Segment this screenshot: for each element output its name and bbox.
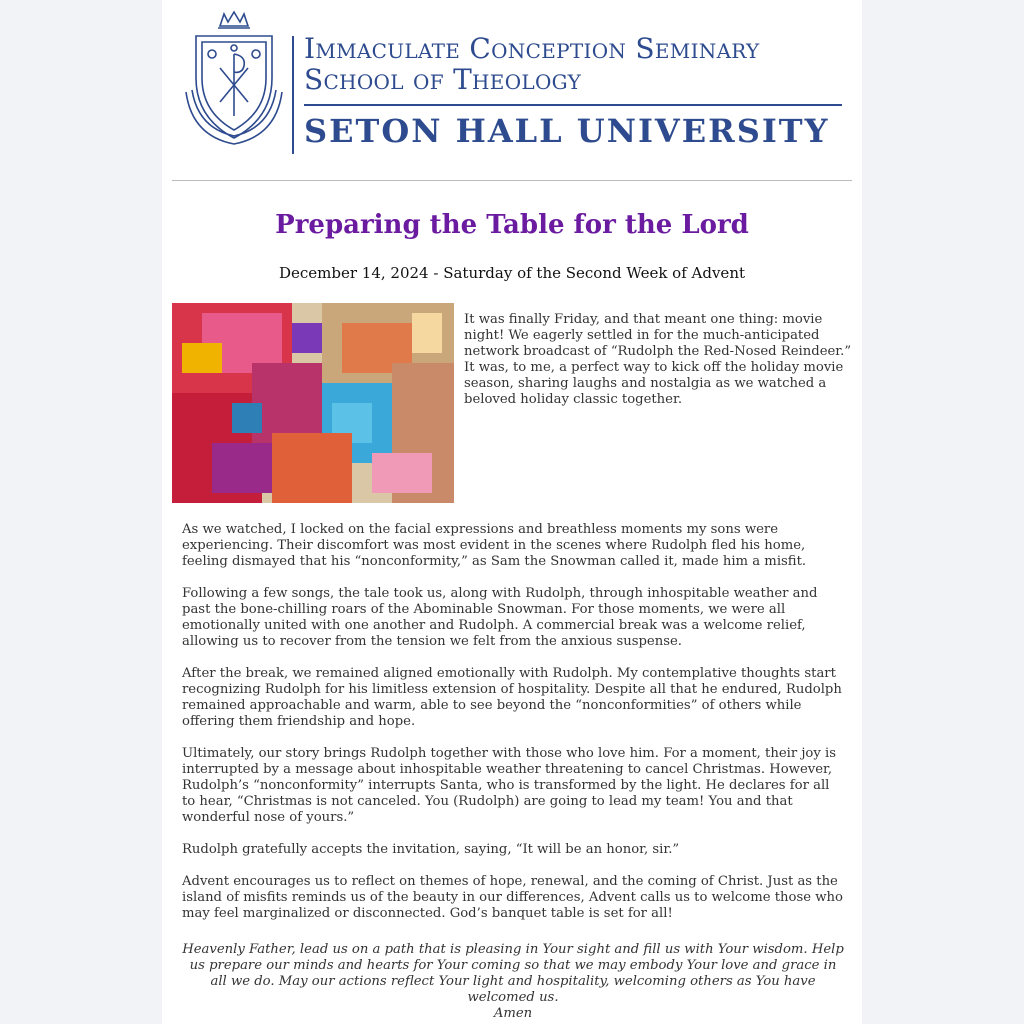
body-paragraph: Rudolph gratefully accepts the invitation, saying, “It will be an honor, sir.” xyxy=(182,842,680,857)
prayer-text: Heavenly Father, lead us on a path that is pleasing in Your sight and fill us with Your wisdom. Help us prepare our minds and hearts for Your coming so that we may embody Your love and grace in all we do. May our actions reflect Your light and hospitality, welcoming others as You have welcomed us. xyxy=(182,942,844,1005)
masthead-divider xyxy=(292,36,294,154)
seminary-name: Immaculate Conception Seminary xyxy=(304,32,760,65)
body-paragraph: As we watched, I locked on the facial expressions and breathless moments my sons were experiencing. Their discomfort was most evident in the scenes where Rudolph fled his home, feeling dismayed that his “nonconformity,” as Sam the Snowman called it, made him a misfit. xyxy=(182,522,807,569)
masthead xyxy=(182,8,842,150)
university-name: SETON HALL UNIVERSITY xyxy=(304,112,830,150)
body-paragraph: Ultimately, our story brings Rudolph together with those who love him. For a moment, their joy is interrupted by a message about inhospitable weather threatening to cancel Christmas. However, Rudolph’s “nonconformity” interrupts Santa, who is transformed by the light. He declares for all to hear, “Christmas is not canceled. You (Rudolph) are going to lead my team! You and that wonderful nose of yours.” xyxy=(182,746,837,825)
masthead-rule xyxy=(304,104,842,106)
newsletter-page xyxy=(162,0,862,1024)
intro-paragraph: It was finally Friday, and that meant one thing: movie night! We eagerly settled in for the much-anticipated network broadcast of “Rudolph the Red-Nosed Reindeer.” It was, to me, a perfect way to kick off the holiday movie season, sharing laughs and nostalgia as we watched a beloved holiday classic together. xyxy=(464,312,852,407)
prayer-amen: Amen xyxy=(493,1006,533,1021)
article-title: Preparing the Table for the Lord xyxy=(275,210,749,240)
body-paragraph: Advent encourages us to reflect on themes of hope, renewal, and the coming of Christ. Just as the island of misfits reminds us of the beauty in our differences, Advent calls us to welcome those who may feel marginalized or disconnected. God’s banquet table is set for all! xyxy=(182,874,843,921)
header-divider xyxy=(172,180,852,181)
body-paragraph: After the break, we remained aligned emotionally with Rudolph. My contemplative thoughts start recognizing Rudolph for his limitless extension of hospitality. Despite all that he endured, Rudolph remained approachable and warm, able to see beyond the “nonconformities” of others while offering them friendship and hope. xyxy=(182,666,842,729)
article-artwork xyxy=(172,303,454,503)
school-name: School of Theology xyxy=(304,63,582,96)
closing-prayer xyxy=(182,942,844,1022)
article-body xyxy=(182,522,844,938)
article-date: December 14, 2024 - Saturday of the Second Week of Advent xyxy=(278,264,746,282)
seminary-crest-icon xyxy=(182,8,286,148)
body-paragraph: Following a few songs, the tale took us, along with Rudolph, through inhospitable weather and past the bone-chilling roars of the Abominable Snowman. For those moments, we were all emotionally united with one another and Rudolph. A commercial break was a welcome relief, allowing us to recover from the tension we felt from the anxious suspense. xyxy=(182,586,818,649)
